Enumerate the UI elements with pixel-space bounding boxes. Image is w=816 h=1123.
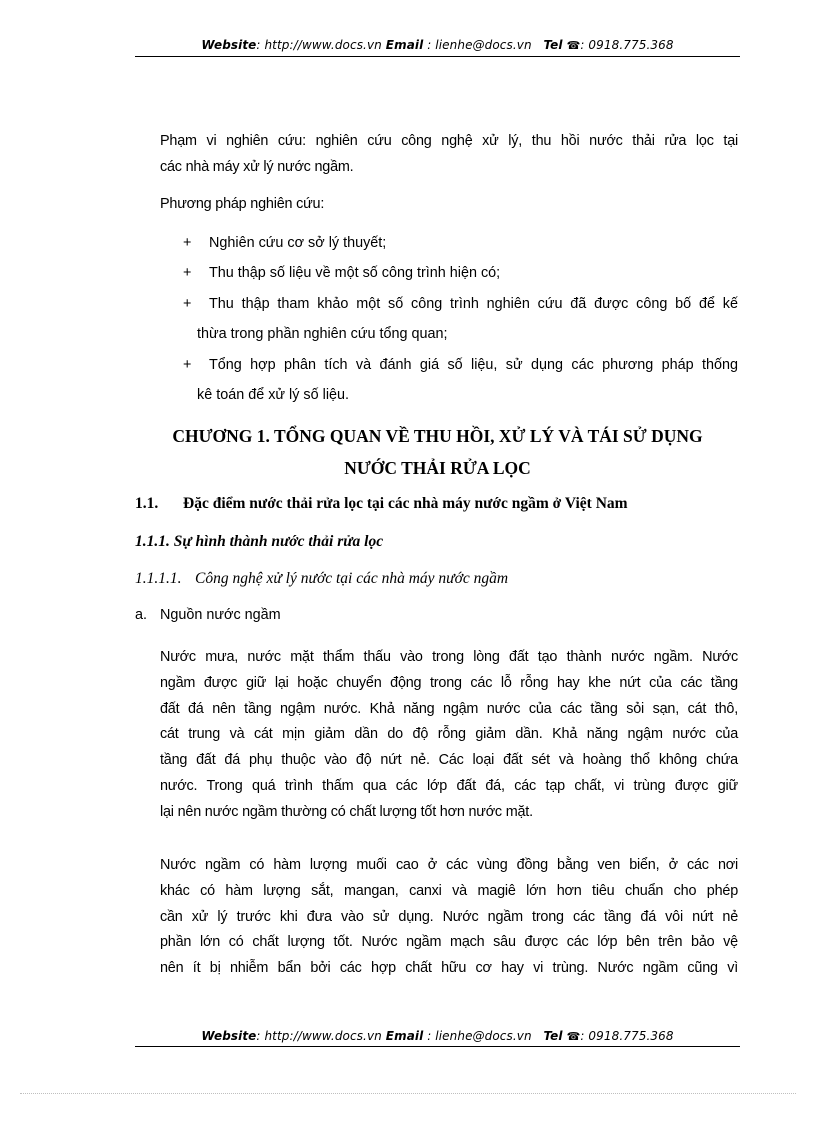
subsubsection-number: 1.1.1.1. xyxy=(135,570,182,587)
chapter-title-line: CHƯƠNG 1. TỔNG QUAN VỀ THU HỒI, XỬ LÝ VÀ TÁI SỬ DỤNG xyxy=(172,426,703,446)
paragraph-line: nên ít bị nhiễm bẩn bởi các hợp chất hữu cơ hay vi trùng. Nước ngầm cũng vì xyxy=(160,960,738,977)
scope-line: Phạm vi nghiên cứu: nghiên cứu công nghệ xử lý, thu hồi nước thải rửa lọc tại xyxy=(160,133,738,149)
method-text: Tổng hợp phân tích và đánh giá số liệu, sử dụng các phương pháp thống xyxy=(209,357,738,373)
footer-tel-label: Tel xyxy=(543,1029,563,1043)
paragraph-line: nước. Trong quá trình thấm qua các lớp đất đá, các tạp chất, vi trùng được giữ xyxy=(160,777,738,794)
footer-tel-value: : 0918.775.368 xyxy=(580,1029,674,1043)
scope-line: các nhà máy xử lý nước ngầm. xyxy=(160,159,354,175)
scope-paragraph xyxy=(160,128,738,180)
footer-divider xyxy=(135,1046,740,1047)
footer-email-value: : lienhe@docs.vn xyxy=(427,1029,532,1043)
subsection-heading: 1.1.1. Sự hình thành nước thải rửa lọc xyxy=(135,533,384,550)
page-bottom-divider xyxy=(20,1093,796,1094)
item-title: Nguồn nước ngầm xyxy=(160,607,281,623)
method-text: Nghiên cứu cơ sở lý thuyết; xyxy=(209,235,387,251)
phone-icon: ☎ xyxy=(566,1030,581,1043)
header-tel-value: : 0918.775.368 xyxy=(580,38,674,52)
method-text: Thu thập tham khảo một số công trình nghiên cứu đã được công bố để kế xyxy=(209,296,738,312)
bullet-marker: + xyxy=(183,296,192,312)
phone-icon: ☎ xyxy=(566,39,581,52)
paragraph-line: Nước ngầm có hàm lượng muối cao ở các vùng đồng bằng ven biển, ở các nơi xyxy=(160,857,738,873)
bullet-marker: + xyxy=(183,235,192,251)
bullet-marker: + xyxy=(183,265,192,281)
paragraph-line: cát trung và cát mịn giảm dần do độ rỗng giảm dần. Khả năng ngậm nước của xyxy=(160,726,738,743)
body-paragraph xyxy=(160,853,738,982)
paragraph-line: khác có hàm lượng sắt, mangan, canxi và magiê lớn hơn tiêu chuẩn cho phép xyxy=(160,882,738,899)
paragraph-line: đất đá nên tầng ngậm nước. Khả năng ngậm nước của các tầng sỏi sạn, cát thô, xyxy=(160,700,738,717)
item-marker: a. xyxy=(135,607,148,623)
footer-email-label: Email xyxy=(385,1029,424,1043)
header-divider xyxy=(135,56,740,57)
paragraph-line: ngầm được giữ lại hoặc chuyển động trong các lỗ rỗng hay khe nứt của các tầng xyxy=(160,674,738,691)
method-text: Thu thập số liệu về một số công trình hiện có; xyxy=(209,265,501,281)
header-website-label: Website xyxy=(201,38,257,52)
page-header xyxy=(135,38,740,52)
subsubsection-title: Công nghệ xử lý nước tại các nhà máy nước ngầm xyxy=(195,570,509,587)
header-email-label: Email xyxy=(385,38,424,52)
body-paragraph xyxy=(160,645,738,826)
methods-title: Phương pháp nghiên cứu: xyxy=(160,196,325,212)
method-text: kê toán để xử lý số liệu. xyxy=(197,387,350,403)
header-tel-label: Tel xyxy=(543,38,563,52)
chapter-title-line: NƯỚC THẢI RỬA LỌC xyxy=(344,458,531,478)
bullet-marker: + xyxy=(183,357,192,373)
header-website-value: : http://www.docs.vn xyxy=(256,38,382,52)
section-title: Đặc điểm nước thải rửa lọc tại các nhà máy nước ngầm ở Việt Nam xyxy=(183,495,628,512)
section-number: 1.1. xyxy=(135,495,159,512)
method-text: thừa trong phần nghiên cứu tổng quan; xyxy=(197,326,448,342)
paragraph-line: cần xử lý trước khi đưa vào sử dụng. Nước ngầm trong các tầng đá vôi nứt nẻ xyxy=(160,908,738,925)
paragraph-line: lại nên nước ngầm thường có chất lượng tốt hơn nước mặt. xyxy=(160,803,533,820)
paragraph-line: tầng đất đá phụ thuộc vào độ nứt nẻ. Các loại đất sét và hoàng thổ không chứa xyxy=(160,752,738,769)
page-footer xyxy=(135,1029,740,1043)
footer-website-value: : http://www.docs.vn xyxy=(256,1029,382,1043)
chapter-title xyxy=(135,420,740,484)
header-email-value: : lienhe@docs.vn xyxy=(427,38,532,52)
paragraph-line: Nước mưa, nước mặt thẩm thấu vào trong lòng đất tạo thành nước ngầm. Nước xyxy=(160,649,738,665)
paragraph-line: phần lớn có chất lượng tốt. Nước ngầm mạch sâu được các lớp bên trên bảo vệ xyxy=(160,934,738,951)
footer-website-label: Website xyxy=(201,1029,257,1043)
